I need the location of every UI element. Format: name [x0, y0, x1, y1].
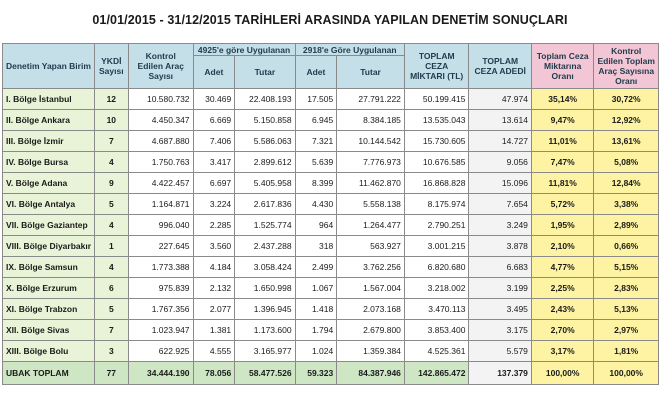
cell-region: VIII. Bölge Diyarbakır	[3, 236, 95, 257]
table-row	[3, 257, 659, 278]
cell-2918-tutar: 1.359.384	[337, 341, 405, 362]
cell-total-count: 6.683	[469, 257, 531, 278]
cell-checked-vehicles: 4.687.880	[128, 131, 193, 152]
cell-fine-ratio: 100,00%	[531, 362, 593, 385]
cell-total-count: 3.199	[469, 278, 531, 299]
cell-2918-adet: 4.430	[295, 194, 337, 215]
cell-total-fine: 15.730.605	[404, 131, 469, 152]
cell-2918-tutar: 84.387.946	[337, 362, 405, 385]
header-2918-tutar: Tutar	[337, 56, 405, 89]
cell-4925-adet: 6.669	[193, 110, 235, 131]
cell-2918-adet: 5.639	[295, 152, 337, 173]
cell-fine-ratio: 3,17%	[531, 341, 593, 362]
cell-region: IV. Bölge Bursa	[3, 152, 95, 173]
cell-vehicle-ratio: 2,97%	[594, 320, 659, 341]
table-row	[3, 173, 659, 194]
cell-checked-vehicles: 1.767.356	[128, 299, 193, 320]
cell-checked-vehicles: 34.444.190	[128, 362, 193, 385]
cell-vehicle-ratio: 5,15%	[594, 257, 659, 278]
cell-4925-tutar: 5.150.858	[235, 110, 295, 131]
cell-vehicle-ratio: 5,08%	[594, 152, 659, 173]
cell-total-fine: 6.820.680	[404, 257, 469, 278]
cell-4925-tutar: 5.405.958	[235, 173, 295, 194]
header-group-4925: 4925'e göre Uygulanan	[193, 44, 295, 56]
cell-4925-tutar: 2.437.288	[235, 236, 295, 257]
cell-ykdi: 77	[94, 362, 128, 385]
cell-4925-tutar: 2.617.836	[235, 194, 295, 215]
cell-vehicle-ratio: 12,84%	[594, 173, 659, 194]
cell-fine-ratio: 9,47%	[531, 110, 593, 131]
cell-region: XI. Bölge Trabzon	[3, 299, 95, 320]
cell-4925-tutar: 1.650.998	[235, 278, 295, 299]
cell-2918-tutar: 1.264.477	[337, 215, 405, 236]
cell-vehicle-ratio: 13,61%	[594, 131, 659, 152]
cell-total-count: 137.379	[469, 362, 531, 385]
table-row	[3, 89, 659, 110]
table-row	[3, 152, 659, 173]
cell-2918-tutar: 2.073.168	[337, 299, 405, 320]
cell-checked-vehicles: 1.750.763	[128, 152, 193, 173]
cell-4925-tutar: 58.477.526	[235, 362, 295, 385]
cell-total-count: 3.249	[469, 215, 531, 236]
table-row	[3, 131, 659, 152]
cell-total-count: 3.175	[469, 320, 531, 341]
cell-4925-adet: 7.406	[193, 131, 235, 152]
cell-2918-adet: 1.418	[295, 299, 337, 320]
cell-checked-vehicles: 1.023.947	[128, 320, 193, 341]
cell-ykdi: 10	[94, 110, 128, 131]
cell-region: VII. Bölge Gaziantep	[3, 215, 95, 236]
cell-4925-tutar: 22.408.193	[235, 89, 295, 110]
cell-total-count: 5.579	[469, 341, 531, 362]
cell-total-fine: 50.199.415	[404, 89, 469, 110]
header-vehicle-ratio: Kontrol Edilen Toplam Araç Sayısına Oranı	[594, 44, 659, 89]
cell-checked-vehicles: 227.645	[128, 236, 193, 257]
table-row	[3, 194, 659, 215]
header-4925-tutar: Tutar	[235, 56, 295, 89]
cell-2918-adet: 7.321	[295, 131, 337, 152]
cell-total-fine: 2.790.251	[404, 215, 469, 236]
cell-4925-adet: 3.560	[193, 236, 235, 257]
cell-region: VI. Bölge Antalya	[3, 194, 95, 215]
cell-total-fine: 3.470.113	[404, 299, 469, 320]
cell-2918-tutar: 10.144.542	[337, 131, 405, 152]
cell-2918-tutar: 7.776.973	[337, 152, 405, 173]
header-checked-vehicles: Kontrol Edilen Araç Sayısı	[128, 44, 193, 89]
cell-ykdi: 4	[94, 257, 128, 278]
cell-total-fine: 3.001.215	[404, 236, 469, 257]
cell-region: III. Bölge İzmir	[3, 131, 95, 152]
cell-checked-vehicles: 1.164.871	[128, 194, 193, 215]
header-4925-adet: Adet	[193, 56, 235, 89]
table-row	[3, 341, 659, 362]
cell-4925-adet: 2.285	[193, 215, 235, 236]
table-body	[3, 89, 659, 385]
cell-total-count: 15.096	[469, 173, 531, 194]
table-row	[3, 236, 659, 257]
cell-4925-adet: 30.469	[193, 89, 235, 110]
cell-4925-tutar: 3.058.424	[235, 257, 295, 278]
cell-fine-ratio: 2,10%	[531, 236, 593, 257]
cell-total-count: 47.974	[469, 89, 531, 110]
cell-2918-tutar: 2.679.800	[337, 320, 405, 341]
cell-ykdi: 5	[94, 194, 128, 215]
cell-checked-vehicles: 4.422.457	[128, 173, 193, 194]
cell-4925-adet: 2.132	[193, 278, 235, 299]
cell-region: UBAK TOPLAM	[3, 362, 95, 385]
cell-total-fine: 3.853.400	[404, 320, 469, 341]
cell-region: XIII. Bölge Bolu	[3, 341, 95, 362]
total-row	[3, 362, 659, 385]
cell-vehicle-ratio: 12,92%	[594, 110, 659, 131]
cell-4925-adet: 3.224	[193, 194, 235, 215]
cell-fine-ratio: 35,14%	[531, 89, 593, 110]
cell-4925-adet: 78.056	[193, 362, 235, 385]
cell-total-fine: 13.535.043	[404, 110, 469, 131]
cell-total-count: 7.654	[469, 194, 531, 215]
cell-fine-ratio: 7,47%	[531, 152, 593, 173]
cell-2918-adet: 318	[295, 236, 337, 257]
header-fine-ratio: Toplam Ceza Miktarına Oranı	[531, 44, 593, 89]
cell-region: IX. Bölge Samsun	[3, 257, 95, 278]
header-region: Denetim Yapan Birim	[3, 44, 95, 89]
table-row	[3, 278, 659, 299]
cell-fine-ratio: 11,01%	[531, 131, 593, 152]
table-header	[3, 44, 659, 89]
audit-results-table	[2, 43, 659, 385]
cell-2918-adet: 59.323	[295, 362, 337, 385]
cell-total-fine: 142.865.472	[404, 362, 469, 385]
cell-4925-tutar: 1.396.945	[235, 299, 295, 320]
cell-vehicle-ratio: 0,66%	[594, 236, 659, 257]
cell-checked-vehicles: 996.040	[128, 215, 193, 236]
cell-2918-adet: 1.024	[295, 341, 337, 362]
cell-fine-ratio: 2,43%	[531, 299, 593, 320]
cell-2918-adet: 2.499	[295, 257, 337, 278]
cell-4925-adet: 4.184	[193, 257, 235, 278]
cell-checked-vehicles: 4.450.347	[128, 110, 193, 131]
cell-2918-tutar: 5.558.138	[337, 194, 405, 215]
cell-4925-adet: 1.381	[193, 320, 235, 341]
cell-vehicle-ratio: 5,13%	[594, 299, 659, 320]
header-group-2918: 2918'e Göre Uygulanan	[295, 44, 404, 56]
cell-4925-tutar: 1.525.774	[235, 215, 295, 236]
cell-ykdi: 7	[94, 320, 128, 341]
cell-4925-adet: 6.697	[193, 173, 235, 194]
header-total-fine: TOPLAM CEZA MİKTARI (TL)	[404, 44, 469, 89]
cell-2918-adet: 6.945	[295, 110, 337, 131]
cell-2918-adet: 17.505	[295, 89, 337, 110]
cell-region: V. Bölge Adana	[3, 173, 95, 194]
cell-total-fine: 4.525.361	[404, 341, 469, 362]
cell-4925-adet: 4.555	[193, 341, 235, 362]
cell-vehicle-ratio: 3,38%	[594, 194, 659, 215]
cell-2918-tutar: 8.384.185	[337, 110, 405, 131]
table-row	[3, 320, 659, 341]
cell-ykdi: 6	[94, 278, 128, 299]
cell-region: I. Bölge İstanbul	[3, 89, 95, 110]
table-row	[3, 299, 659, 320]
cell-2918-adet: 8.399	[295, 173, 337, 194]
cell-2918-tutar: 11.462.870	[337, 173, 405, 194]
header-2918-adet: Adet	[295, 56, 337, 89]
cell-4925-tutar: 2.899.612	[235, 152, 295, 173]
cell-fine-ratio: 2,70%	[531, 320, 593, 341]
cell-total-fine: 8.175.974	[404, 194, 469, 215]
cell-region: II. Bölge Ankara	[3, 110, 95, 131]
header-ykdi: YKDİ Sayısı	[94, 44, 128, 89]
cell-ykdi: 3	[94, 341, 128, 362]
cell-fine-ratio: 2,25%	[531, 278, 593, 299]
cell-total-count: 3.878	[469, 236, 531, 257]
cell-4925-adet: 2.077	[193, 299, 235, 320]
cell-ykdi: 9	[94, 173, 128, 194]
cell-2918-adet: 964	[295, 215, 337, 236]
cell-4925-tutar: 3.165.977	[235, 341, 295, 362]
table-row	[3, 215, 659, 236]
table-row	[3, 110, 659, 131]
cell-region: X. Bölge Erzurum	[3, 278, 95, 299]
cell-ykdi: 4	[94, 152, 128, 173]
cell-fine-ratio: 11,81%	[531, 173, 593, 194]
cell-4925-adet: 3.417	[193, 152, 235, 173]
cell-2918-tutar: 27.791.222	[337, 89, 405, 110]
cell-checked-vehicles: 10.580.732	[128, 89, 193, 110]
cell-vehicle-ratio: 2,83%	[594, 278, 659, 299]
cell-total-fine: 10.676.585	[404, 152, 469, 173]
cell-2918-tutar: 1.567.004	[337, 278, 405, 299]
cell-2918-adet: 1.067	[295, 278, 337, 299]
cell-ykdi: 1	[94, 236, 128, 257]
cell-2918-tutar: 563.927	[337, 236, 405, 257]
cell-vehicle-ratio: 100,00%	[594, 362, 659, 385]
cell-4925-tutar: 1.173.600	[235, 320, 295, 341]
cell-fine-ratio: 1,95%	[531, 215, 593, 236]
cell-checked-vehicles: 622.925	[128, 341, 193, 362]
cell-total-count: 3.495	[469, 299, 531, 320]
cell-total-count: 9.056	[469, 152, 531, 173]
cell-total-fine: 16.868.828	[404, 173, 469, 194]
cell-2918-tutar: 3.762.256	[337, 257, 405, 278]
cell-2918-adet: 1.794	[295, 320, 337, 341]
cell-vehicle-ratio: 1,81%	[594, 341, 659, 362]
cell-ykdi: 7	[94, 131, 128, 152]
cell-4925-tutar: 5.586.063	[235, 131, 295, 152]
cell-fine-ratio: 5,72%	[531, 194, 593, 215]
cell-ykdi: 5	[94, 299, 128, 320]
cell-total-count: 13.614	[469, 110, 531, 131]
cell-checked-vehicles: 1.773.388	[128, 257, 193, 278]
cell-vehicle-ratio: 2,89%	[594, 215, 659, 236]
header-total-count: TOPLAM CEZA ADEDİ	[469, 44, 531, 89]
cell-fine-ratio: 4,77%	[531, 257, 593, 278]
cell-checked-vehicles: 975.839	[128, 278, 193, 299]
cell-ykdi: 12	[94, 89, 128, 110]
cell-total-fine: 3.218.002	[404, 278, 469, 299]
cell-vehicle-ratio: 30,72%	[594, 89, 659, 110]
page-title: 01/01/2015 - 31/12/2015 TARİHLERİ ARASINDA YAPILAN DENETİM SONUÇLARI	[92, 13, 568, 27]
cell-region: XII. Bölge Sivas	[3, 320, 95, 341]
cell-total-count: 14.727	[469, 131, 531, 152]
cell-ykdi: 4	[94, 215, 128, 236]
